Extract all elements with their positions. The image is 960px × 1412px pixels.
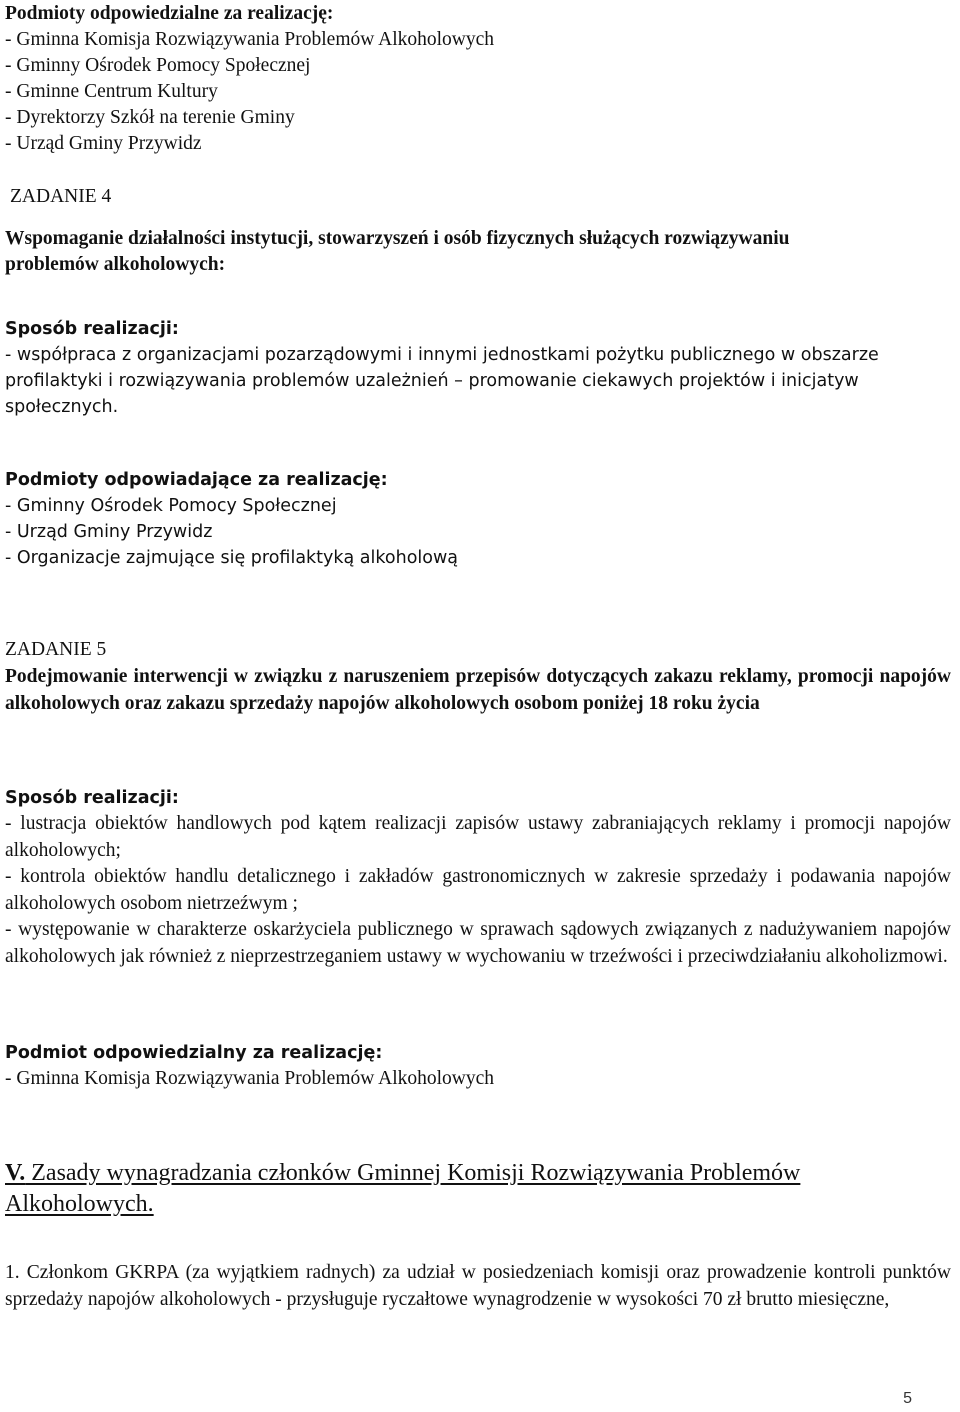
task4-method	[5, 316, 951, 420]
list-item: - Gminny Ośrodek Pomocy Społecznej	[5, 55, 311, 76]
list-item: - Gminne Centrum Kultury	[5, 81, 218, 102]
responsible-title: Podmioty odpowiedzialne za realizację:	[5, 3, 334, 24]
section-heading	[5, 1158, 951, 1220]
method-title: Sposób realizacji:	[5, 788, 179, 808]
task5-heading	[5, 637, 951, 663]
task4-subtitle-line: problemów alkoholowych:	[5, 254, 226, 275]
task5-method	[5, 785, 951, 811]
task4-responsible	[5, 467, 951, 571]
responsible-entities-block-1	[5, 1, 951, 157]
list-item: - Dyrektorzy Szkół na terenie Gminy	[5, 107, 295, 128]
method-line: profilaktyki i rozwiązywania problemów uzależnień – promowanie ciekawych projektów i inicjatyw	[5, 371, 859, 391]
list-item: - Gminna Komisja Rozwiązywania Problemów Alkoholowych	[5, 29, 495, 50]
compensation-paragraph: 1. Członkom GKRPA (za wyjątkiem radnych) za udział w posiedzeniach komisji oraz prowadzenie kontroli punktów sprzedaży napojów alkoholowych - przysługuje ryczałtowe wynagrodzenie w wysokości 70 zł brutto miesięczne,	[5, 1262, 951, 1310]
task5-title: ZADANIE 5	[5, 639, 107, 660]
section-title: Zasady wynagradzania członków Gminnej Komisji Rozwiązywania Problemów Alkoholowych.	[5, 1160, 801, 1217]
method-title: Sposób realizacji:	[5, 319, 179, 339]
responsible-title: Podmioty odpowiadające za realizację:	[5, 470, 388, 490]
method-line: - współpraca z organizacjami pozarządowymi i innymi jednostkami pożytku publicznego w obszarze	[5, 345, 879, 365]
task5-method-item: - występowanie w charakterze oskarżyciela publicznego w sprawach sądowych związanych z nadużywaniem napojów alkoholowych jak również z nieprzestrzeganiem ustawy w wychowaniu w trzeźwości i przeciwdziałaniu alkoholizmowi.	[5, 919, 951, 967]
task4-subtitle-line: Wspomaganie działalności instytucji, stowarzyszeń i osób fizycznych służących rozwiązywaniu	[5, 228, 790, 249]
list-item: - Urząd Gminy Przywidz	[5, 133, 202, 154]
list-item: - Organizacje zajmujące się profilaktyką alkoholową	[5, 548, 459, 568]
task5-subtitle: Podejmowanie interwencji w związku z naruszeniem przepisów dotyczących zakazu reklamy, promocji napojów alkoholowych oraz zakazu sprzedaży napojów alkoholowych osobom poniżej 18 roku życia	[5, 666, 951, 714]
list-item: - Gminna Komisja Rozwiązywania Problemów Alkoholowych	[5, 1068, 495, 1089]
section-number: V.	[5, 1160, 26, 1186]
task4-title: ZADANIE 4	[10, 186, 112, 207]
task4-heading	[10, 184, 956, 210]
list-item: - Gminny Ośrodek Pomocy Społecznej	[5, 496, 337, 516]
task5-method-item: - kontrola obiektów handlu detalicznego i zakładów gastronomicznych w zakresie sprzedaży i podawania napojów alkoholowych osobom nietrzeźwym ;	[5, 866, 951, 914]
task5-responsible	[5, 1040, 951, 1092]
responsible-title: Podmiot odpowiedzialny za realizację:	[5, 1043, 383, 1063]
task4-subtitle	[5, 226, 951, 278]
task5-method-item: - lustracja obiektów handlowych pod kątem realizacji zapisów ustawy zabraniających reklamy i promocji napojów alkoholowych;	[5, 813, 951, 861]
method-line: społecznych.	[5, 397, 119, 417]
list-item: - Urząd Gminy Przywidz	[5, 522, 213, 542]
page-number: 5	[903, 1390, 912, 1407]
